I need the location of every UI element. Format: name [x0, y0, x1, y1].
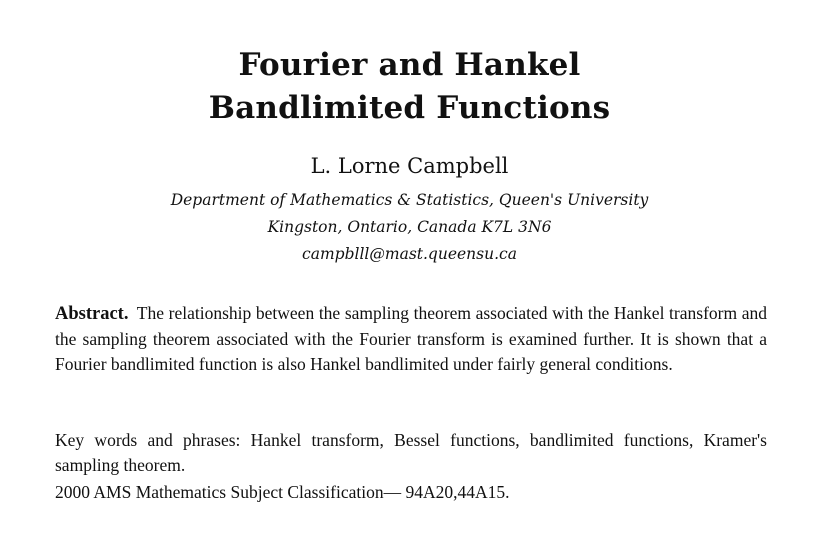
author-affiliation	[0, 187, 819, 268]
author-name: L. Lorne Campbell	[310, 154, 509, 178]
abstract-text: The relationship between the sampling theorem associated with the Hankel transform and the sampling theorem associated with the Fourier transform is examined further. It is shown that a Fourier bandlimited function is also Hankel bandlimited under fairly general conditions.	[55, 303, 767, 374]
affiliation-address: Kingston, Ontario, Canada K7L 3N6	[267, 218, 552, 236]
affiliation-email: campblll@mast.queensu.ca	[302, 245, 517, 263]
keywords: Key words and phrases: Hankel transform, Bessel functions, bandlimited functions, Kramer's sampling theorem.	[55, 430, 767, 475]
affiliation-department: Department of Mathematics & Statistics, Queen's University	[170, 191, 649, 209]
title-line-1: Fourier and Hankel	[238, 47, 581, 83]
subject-classification: 2000 AMS Mathematics Subject Classification— 94A20,44A15.	[55, 482, 510, 502]
title-line-2: Bandlimited Functions	[208, 90, 611, 126]
abstract-label: Abstract.	[55, 304, 129, 324]
paper-title	[0, 44, 819, 130]
abstract	[55, 301, 767, 377]
